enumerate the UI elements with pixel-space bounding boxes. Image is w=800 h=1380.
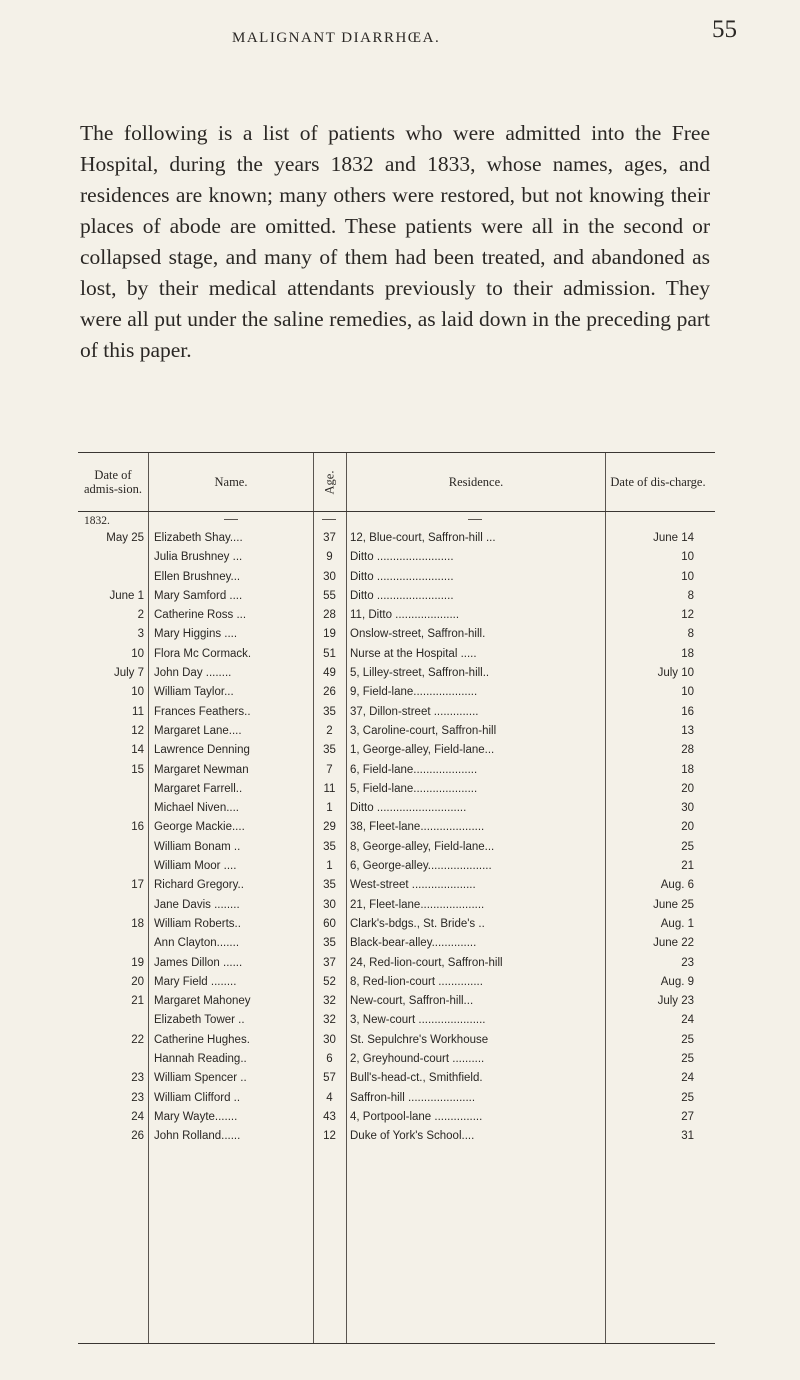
cell-residence: Clark's-bdgs., St. Bride's ..	[350, 917, 485, 930]
cell-name: Elizabeth Tower ..	[154, 1014, 245, 1027]
cell-admission: 14	[131, 744, 144, 757]
cell-age: 7	[326, 763, 333, 776]
cell-age: 35	[323, 937, 336, 950]
table-row	[78, 741, 715, 760]
cell-residence: 24, Red-lion-court, Saffron-hill	[350, 956, 503, 969]
cell-discharge: Aug. 9	[660, 975, 694, 988]
table-row	[78, 683, 715, 702]
cell-name: John Day ........	[154, 667, 232, 680]
cell-discharge: 12	[681, 609, 694, 622]
cell-age: 35	[323, 879, 336, 892]
table-row	[78, 1031, 715, 1050]
cell-age: 49	[323, 667, 336, 680]
cell-residence: Saffron-hill .....................	[350, 1091, 476, 1104]
cell-name: Ellen Brushney...	[154, 570, 241, 583]
cell-discharge: 18	[681, 647, 694, 660]
cell-age: 60	[323, 917, 336, 930]
cell-name: Richard Gregory..	[154, 879, 244, 892]
cell-age: 30	[323, 570, 336, 583]
cell-residence: 2, Greyhound-court ..........	[350, 1053, 485, 1066]
cell-age: 32	[323, 995, 336, 1008]
cell-residence: Black-bear-alley..............	[350, 937, 477, 950]
cell-age: 30	[323, 898, 336, 911]
cell-residence: 9, Field-lane....................	[350, 686, 478, 699]
patient-table	[78, 452, 715, 1344]
cell-residence: Ditto ........................	[350, 570, 454, 583]
cell-discharge: 21	[681, 860, 694, 873]
cell-admission: 17	[131, 879, 144, 892]
dash	[224, 519, 238, 520]
cell-admission: 15	[131, 763, 144, 776]
cell-residence: 4, Portpool-lane ...............	[350, 1110, 483, 1123]
header-discharge: Date of dis-charge.	[610, 475, 706, 489]
cell-name: Hannah Reading..	[154, 1053, 247, 1066]
cell-age: 29	[323, 821, 336, 834]
cell-admission: 26	[131, 1130, 144, 1143]
cell-residence: 8, George-alley, Field-lane...	[350, 840, 495, 853]
table-row	[78, 664, 715, 683]
cell-name: Lawrence Denning	[154, 744, 250, 757]
cell-admission: 24	[131, 1110, 144, 1123]
cell-discharge: 24	[681, 1014, 694, 1027]
cell-age: 37	[323, 956, 336, 969]
cell-admission: 23	[131, 1091, 144, 1104]
cell-residence: 1, George-alley, Field-lane...	[350, 744, 495, 757]
table-row	[78, 973, 715, 992]
cell-discharge: 24	[681, 1072, 694, 1085]
cell-name: Jane Davis ........	[154, 898, 240, 911]
cell-name: Catherine Ross ...	[154, 609, 247, 622]
table-row	[78, 857, 715, 876]
cell-discharge: 10	[681, 551, 694, 564]
cell-discharge: 10	[681, 686, 694, 699]
cell-age: 26	[323, 686, 336, 699]
cell-age: 32	[323, 1014, 336, 1027]
header-admission: Date of admis-sion.	[84, 468, 142, 496]
cell-discharge: 10	[681, 570, 694, 583]
cell-age: 35	[323, 840, 336, 853]
cell-admission: 2	[137, 609, 144, 622]
cell-residence: Ditto ........................	[350, 589, 454, 602]
table-row	[78, 799, 715, 818]
cell-name: Frances Feathers..	[154, 705, 251, 718]
cell-discharge: Aug. 6	[660, 879, 694, 892]
table-row	[78, 934, 715, 953]
table-row	[78, 606, 715, 625]
cell-residence: 37, Dillon-street ..............	[350, 705, 479, 718]
cell-age: 30	[323, 1033, 336, 1046]
cell-residence: 12, Blue-court, Saffron-hill ...	[350, 532, 496, 544]
cell-name: William Bonam ..	[154, 840, 241, 853]
cell-discharge: July 23	[657, 995, 694, 1008]
year-label: 1832.	[84, 515, 110, 527]
table-row	[78, 1127, 715, 1146]
page-number: 55	[712, 16, 737, 43]
cell-name: Flora Mc Cormack.	[154, 647, 252, 660]
cell-name: William Roberts..	[154, 917, 241, 930]
cell-age: 1	[326, 802, 333, 815]
table-row	[78, 645, 715, 664]
cell-age: 52	[323, 975, 336, 988]
table-row	[78, 1069, 715, 1088]
cell-discharge: 28	[681, 744, 694, 757]
cell-discharge: 18	[681, 763, 694, 776]
table-row	[78, 548, 715, 567]
cell-name: Margaret Mahoney	[154, 995, 251, 1008]
cell-discharge: 30	[681, 802, 694, 815]
cell-discharge: 20	[681, 782, 694, 795]
cell-discharge: Aug. 1	[660, 917, 694, 930]
cell-admission: 16	[131, 821, 144, 834]
cell-admission: 23	[131, 1072, 144, 1085]
cell-discharge: 16	[681, 705, 694, 718]
cell-discharge: 25	[681, 1033, 694, 1046]
cell-residence: 5, Lilley-street, Saffron-hill..	[350, 667, 490, 680]
table-row	[78, 1108, 715, 1127]
cell-age: 51	[323, 647, 336, 660]
cell-name: William Taylor...	[154, 686, 234, 699]
table-row	[78, 838, 715, 857]
cell-residence: 11, Ditto ....................	[350, 609, 460, 622]
cell-age: 19	[323, 628, 336, 641]
cell-name: William Moor ....	[154, 860, 237, 873]
cell-age: 12	[323, 1130, 336, 1143]
table-row	[78, 529, 715, 548]
table-row	[78, 954, 715, 973]
header-name: Name.	[214, 475, 248, 489]
cell-discharge: 31	[681, 1130, 694, 1143]
cell-residence: 5, Field-lane....................	[350, 782, 478, 795]
table-row	[78, 876, 715, 895]
cell-residence: Ditto ........................	[350, 551, 454, 564]
cell-name: Mary Samford ....	[154, 589, 243, 602]
cell-age: 1	[326, 860, 333, 873]
cell-admission: May 25	[106, 532, 144, 544]
cell-discharge: July 10	[657, 667, 694, 680]
cell-discharge: 8	[687, 589, 694, 602]
cell-name: Mary Wayte.......	[154, 1110, 238, 1123]
cell-admission: July 7	[113, 667, 144, 680]
cell-admission: 19	[131, 956, 144, 969]
cell-name: Elizabeth Shay....	[154, 532, 243, 544]
cell-age: 9	[326, 551, 333, 564]
table-row	[78, 568, 715, 587]
cell-discharge: 20	[681, 821, 694, 834]
cell-admission: 10	[131, 647, 144, 660]
cell-admission: 18	[131, 917, 144, 930]
table-row	[78, 1050, 715, 1069]
cell-residence: Nurse at the Hospital .....	[350, 647, 477, 660]
cell-admission: 3	[137, 628, 144, 641]
cell-discharge: June 14	[653, 532, 694, 544]
cell-age: 37	[323, 532, 336, 544]
cell-discharge: 13	[681, 724, 694, 737]
header-age-label: Age.	[321, 470, 336, 494]
table-row	[78, 722, 715, 741]
cell-name: Mary Field ........	[154, 975, 237, 988]
cell-residence: 38, Fleet-lane....................	[350, 821, 485, 834]
cell-name: William Clifford ..	[154, 1091, 241, 1104]
cell-age: 43	[323, 1110, 336, 1123]
cell-name: William Spencer ..	[154, 1072, 247, 1085]
cell-residence: St. Sepulchre's Workhouse	[350, 1033, 489, 1046]
cell-age: 6	[326, 1053, 333, 1066]
intro-paragraph: The following is a list of patients who were admitted into the Free Hospital, during the years 1832 and 1833, whose names, ages, and residences are known; many others were restored, but not knowing their places of abode are omitted. These patients were all in the second or collapsed stage, and many of them had been treated, and abandoned as lost, by their medical attendants previously to their admission. They were all put under the saline remedies, as laid down in the preceding part of this paper.	[80, 121, 710, 362]
header-residence: Residence.	[448, 475, 504, 489]
cell-residence: 6, Field-lane....................	[350, 763, 478, 776]
table-row	[78, 896, 715, 915]
page-header	[0, 10, 800, 46]
cell-name: Mary Higgins ....	[154, 628, 238, 641]
cell-residence: Bull's-head-ct., Smithfield.	[350, 1072, 483, 1085]
cell-age: 55	[323, 589, 336, 602]
table-row	[78, 625, 715, 644]
cell-age: 28	[323, 609, 336, 622]
cell-discharge: June 25	[653, 898, 694, 911]
cell-name: Margaret Lane....	[154, 724, 242, 737]
cell-discharge: 8	[687, 628, 694, 641]
cell-admission: 21	[131, 995, 144, 1008]
cell-residence: Ditto ............................	[350, 802, 467, 815]
cell-discharge: June 22	[653, 937, 694, 950]
dash	[322, 519, 336, 520]
cell-name: Margaret Newman	[154, 763, 249, 776]
cell-residence: 6, George-alley....................	[350, 860, 492, 873]
header-rule	[78, 511, 715, 512]
cell-name: Michael Niven....	[154, 802, 240, 815]
cell-age: 35	[323, 744, 336, 757]
cell-name: Ann Clayton.......	[154, 937, 240, 950]
cell-residence: Duke of York's School....	[350, 1130, 475, 1143]
dash	[468, 519, 482, 520]
table-row	[78, 780, 715, 799]
cell-residence: 8, Red-lion-court ..............	[350, 975, 483, 988]
cell-admission: June 1	[109, 589, 144, 602]
cell-age: 2	[326, 724, 333, 737]
cell-name: Julia Brushney ...	[154, 551, 243, 564]
cell-discharge: 25	[681, 1053, 694, 1066]
cell-admission: 20	[131, 975, 144, 988]
table-row	[78, 915, 715, 934]
table-row	[78, 818, 715, 837]
running-title: MALIGNANT DIARRHŒA.	[232, 30, 441, 46]
cell-name: George Mackie....	[154, 821, 245, 834]
cell-admission: 12	[131, 724, 144, 737]
cell-residence: 3, Caroline-court, Saffron-hill	[350, 724, 497, 737]
cell-discharge: 23	[681, 956, 694, 969]
cell-discharge: 27	[681, 1110, 694, 1123]
table-body	[78, 529, 715, 1147]
cell-discharge: 25	[681, 1091, 694, 1104]
cell-age: 35	[323, 705, 336, 718]
cell-admission: 22	[131, 1033, 144, 1046]
cell-residence: 3, New-court .....................	[350, 1014, 486, 1027]
table-row	[78, 703, 715, 722]
cell-age: 4	[326, 1091, 333, 1104]
table-row	[78, 992, 715, 1011]
cell-age: 57	[323, 1072, 336, 1085]
table-row	[78, 1089, 715, 1108]
cell-name: Catherine Hughes.	[154, 1033, 250, 1046]
cell-admission: 10	[131, 686, 144, 699]
table-row	[78, 1011, 715, 1030]
cell-age: 11	[323, 782, 336, 795]
table-row	[78, 587, 715, 606]
cell-name: Margaret Farrell..	[154, 782, 243, 795]
cell-residence: 21, Fleet-lane....................	[350, 898, 485, 911]
header-age	[315, 453, 344, 511]
table-row	[78, 761, 715, 780]
cell-name: James Dillon ......	[154, 956, 243, 969]
cell-residence: Onslow-street, Saffron-hill.	[350, 628, 486, 641]
cell-residence: New-court, Saffron-hill...	[350, 995, 474, 1008]
cell-name: John Rolland......	[154, 1130, 241, 1143]
cell-residence: West-street ....................	[350, 879, 476, 892]
cell-discharge: 25	[681, 840, 694, 853]
cell-admission: 11	[132, 705, 144, 718]
